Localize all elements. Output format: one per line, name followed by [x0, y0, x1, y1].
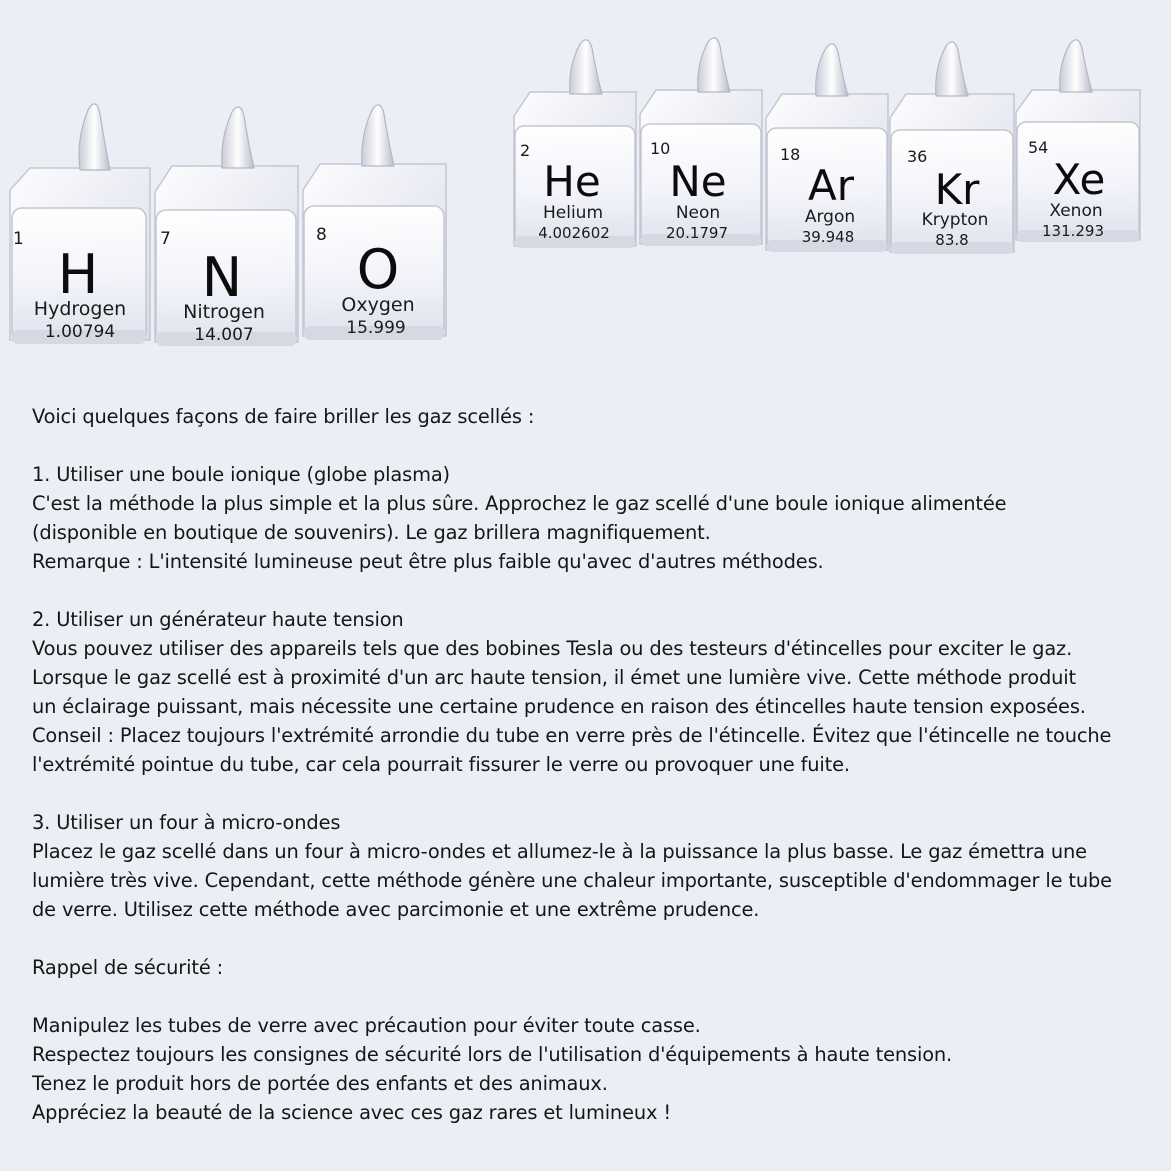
section-1-note: Remarque : L'intensité lumineuse peut être plus faible qu'avec d'autres méthodes.: [32, 550, 824, 573]
element-mass: 131.293: [1041, 222, 1105, 240]
spacer: [32, 576, 1162, 605]
section-2-title: 2. Utiliser un générateur haute tension: [32, 608, 404, 631]
element-cube-krypton: [890, 42, 1014, 254]
element-cubes-illustration: [0, 0, 1171, 380]
section-2-line: un éclairage puissant, mais nécessite une certaine prudence en raison des étincelles haute tension exposées.: [32, 695, 1086, 718]
element-symbol: O: [356, 238, 400, 301]
instructions-text: [32, 402, 1162, 1127]
safety-line: Manipulez les tubes de verre avec précaution pour éviter toute casse.: [32, 1014, 701, 1037]
section-2-line: Lorsque le gaz scellé est à proximité d'un arc haute tension, il émet une lumière vive. Cette méthode produit: [32, 666, 1076, 689]
element-number: 10: [650, 139, 671, 158]
element-symbol: Ar: [808, 161, 854, 210]
spacer: [32, 779, 1162, 808]
element-symbol: Kr: [934, 165, 980, 214]
element-mass: 83.8: [935, 231, 969, 249]
element-name: Hydrogen: [33, 298, 127, 320]
section-3-title: 3. Utiliser un four à micro-ondes: [32, 811, 341, 834]
element-name: Nitrogen: [183, 301, 265, 323]
element-mass: 14.007: [194, 325, 254, 345]
safety-title: Rappel de sécurité :: [32, 956, 224, 979]
spacer: [32, 431, 1162, 460]
element-cube-neon: [640, 38, 762, 246]
element-name: Helium: [542, 203, 604, 223]
element-cube-argon: [766, 44, 888, 252]
element-name: Argon: [804, 207, 856, 227]
element-name: Xenon: [1049, 201, 1103, 221]
element-mass: 1.00794: [44, 322, 116, 342]
element-mass: 39.948: [801, 228, 855, 246]
element-number: 1: [13, 229, 24, 249]
element-name: Neon: [675, 203, 721, 223]
spacer: [32, 924, 1162, 953]
element-cube-xenon: [1016, 40, 1140, 242]
element-number: 7: [160, 229, 171, 249]
element-symbol: Ne: [669, 157, 727, 206]
safety-line: Appréciez la beauté de la science avec ces gaz rares et lumineux !: [32, 1101, 671, 1124]
element-name: Krypton: [921, 210, 989, 230]
section-3-line: lumière très vive. Cependant, cette méthode génère une chaleur importante, susceptible d'endommager le tube: [32, 869, 1112, 892]
product-photo: [0, 0, 1171, 380]
section-2-tip: l'extrémité pointue du tube, car cela pourrait fissurer le verre ou provoquer une fuite.: [32, 753, 850, 776]
element-symbol: Xe: [1052, 155, 1106, 204]
element-cube-hydrogen: [10, 104, 150, 344]
element-mass: 4.002602: [538, 224, 610, 242]
element-number: 8: [316, 225, 327, 245]
section-3-line: Placez le gaz scellé dans un four à micro-ondes et allumez-le à la puissance la plus basse. Le gaz émettra une: [32, 840, 1087, 863]
section-1-title: 1. Utiliser une boule ionique (globe plasma): [32, 463, 450, 486]
element-symbol: N: [201, 246, 243, 309]
element-number: 2: [520, 141, 531, 160]
element-number: 54: [1028, 138, 1049, 157]
element-cube-oxygen: [303, 105, 446, 340]
spacer: [32, 982, 1162, 1011]
element-cube-nitrogen: [155, 107, 298, 346]
element-name: Oxygen: [341, 294, 415, 316]
safety-line: Respectez toujours les consignes de sécurité lors de l'utilisation d'équipements à haute tension.: [32, 1043, 953, 1066]
intro-line: Voici quelques façons de faire briller les gaz scellés :: [32, 405, 535, 428]
element-symbol: H: [57, 243, 99, 306]
element-symbol: He: [543, 157, 601, 206]
element-number: 18: [780, 145, 801, 164]
section-3-line: de verre. Utilisez cette méthode avec parcimonie et une extrême prudence.: [32, 898, 760, 921]
section-2-tip: Conseil : Placez toujours l'extrémité arrondie du tube en verre près de l'étincelle. Évitez que l'étincelle ne touche: [32, 724, 1112, 747]
element-mass: 20.1797: [665, 224, 729, 242]
section-1-line: C'est la méthode la plus simple et la plus sûre. Approchez le gaz scellé d'une boule ionique alimentée: [32, 492, 1007, 515]
element-cube-helium: [514, 40, 636, 248]
section-1-line: (disponible en boutique de souvenirs). Le gaz brillera magnifiquement.: [32, 521, 711, 544]
safety-line: Tenez le produit hors de portée des enfants et des animaux.: [32, 1072, 608, 1095]
section-2-line: Vous pouvez utiliser des appareils tels que des bobines Tesla ou des testeurs d'étincelles pour exciter le gaz.: [32, 637, 1073, 660]
element-number: 36: [907, 147, 928, 166]
element-mass: 15.999: [346, 318, 406, 338]
